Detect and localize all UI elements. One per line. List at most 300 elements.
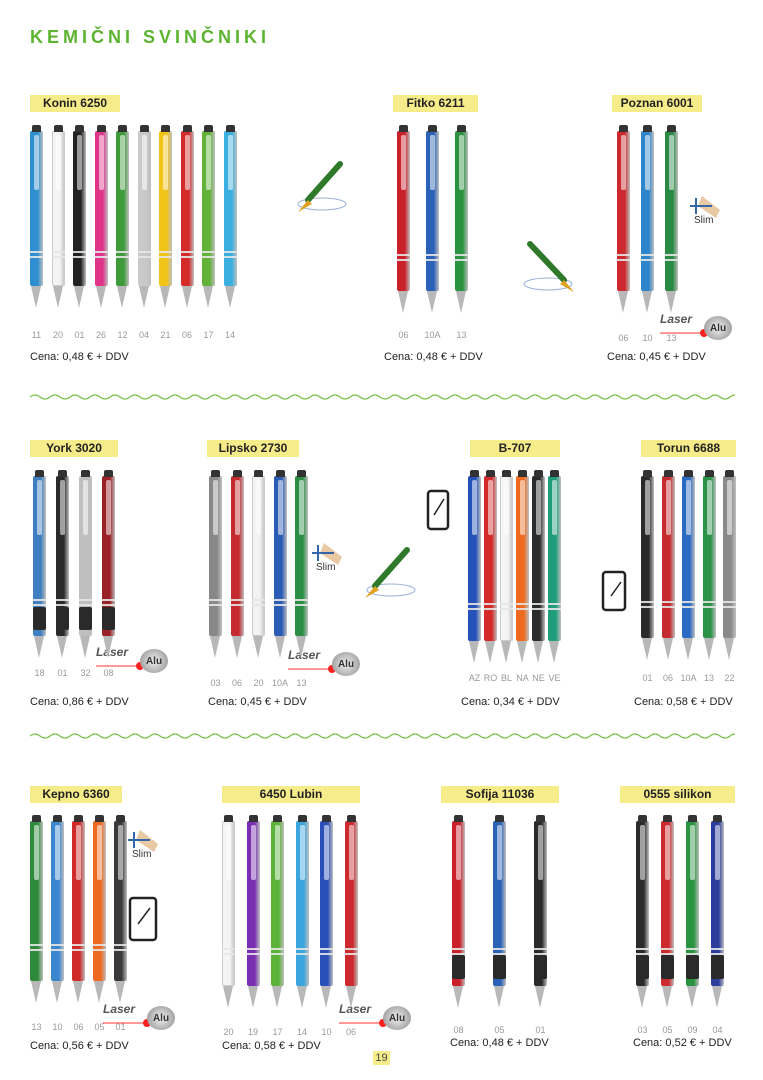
pen-ring — [636, 953, 649, 955]
pen-clip — [256, 480, 261, 535]
pen-grip — [79, 607, 92, 630]
color-code: 05 — [662, 1025, 673, 1035]
pen-image — [534, 815, 547, 1010]
pen-push-button — [713, 815, 722, 822]
pen-image — [79, 470, 92, 660]
pen-ring — [345, 948, 358, 950]
pen-ring — [665, 254, 678, 256]
pen-tip — [662, 986, 672, 1008]
product-price: Cena: 0,86 € + DDV — [30, 696, 129, 708]
pen-grip — [102, 607, 115, 630]
pen-image — [682, 470, 695, 662]
pen-image — [95, 125, 108, 310]
pen-push-button — [705, 470, 714, 477]
pen-clip — [163, 135, 168, 190]
product-price: Cena: 0,48 € + DDV — [384, 351, 483, 363]
pen-push-button — [211, 470, 220, 477]
color-code: 13 — [31, 1022, 42, 1032]
pen-tip — [94, 981, 104, 1003]
pen-ring — [73, 256, 86, 258]
pen-image — [295, 470, 308, 660]
pen-grip — [33, 607, 46, 630]
pen-ring — [426, 254, 439, 256]
color-code: 08 — [103, 668, 114, 678]
product-name-label: Fitko 6211 — [393, 95, 478, 112]
pen-clip — [228, 135, 233, 190]
product-name-label: Lipsko 2730 — [207, 440, 299, 457]
laser-label: Laser — [96, 645, 129, 659]
pen-image — [662, 470, 675, 662]
pen-tip — [642, 638, 652, 660]
pen-image — [274, 470, 287, 660]
pen-push-button — [118, 125, 127, 132]
product-name-label: B-707 — [470, 440, 560, 457]
pen-ring — [202, 251, 215, 253]
color-code: 10 — [321, 1027, 332, 1037]
pen-ring — [30, 949, 43, 951]
pen-ring — [274, 599, 287, 601]
pen-push-button — [104, 470, 113, 477]
slim-label: Slim — [316, 562, 336, 573]
pen-ring — [224, 256, 237, 258]
pen-tip — [549, 641, 559, 663]
pen-ring — [209, 599, 222, 601]
color-code: 20 — [52, 330, 63, 340]
pen-tip — [666, 291, 676, 313]
pen-clip — [275, 825, 280, 880]
pen-image — [661, 815, 674, 1010]
pen-clip — [120, 135, 125, 190]
pen-ring — [665, 259, 678, 261]
color-code: 10A — [424, 330, 441, 340]
product-name-label: 0555 silikon — [620, 786, 735, 803]
pen-push-button — [204, 125, 213, 132]
pen-ring — [455, 254, 468, 256]
pen-push-button — [116, 815, 125, 822]
pen-image — [345, 815, 358, 1010]
pen-image — [231, 470, 244, 660]
pen-image — [703, 470, 716, 662]
pen-clip — [185, 135, 190, 190]
pen-image — [493, 815, 506, 1010]
pen-ring — [426, 259, 439, 261]
page-title: KEMIČNI SVINČNIKI — [30, 27, 271, 47]
pen-clip — [686, 480, 691, 535]
laser-label: Laser — [339, 1002, 372, 1016]
pen-ring — [247, 948, 260, 950]
pen-ring — [703, 606, 716, 608]
pen-grip — [661, 955, 674, 978]
color-code: 22 — [724, 673, 735, 683]
pen-push-button — [518, 470, 527, 477]
pen-ring — [252, 599, 265, 601]
pen-tip — [535, 986, 545, 1008]
pen-image — [93, 815, 106, 1005]
pen-image — [641, 125, 654, 315]
alu-badge — [704, 316, 732, 340]
pen-push-button — [298, 815, 307, 822]
pen-image — [73, 125, 86, 310]
pen-clip — [520, 480, 525, 535]
pen-ring — [641, 259, 654, 261]
pen-tip — [182, 286, 192, 308]
pen-clip — [538, 825, 543, 880]
color-code: 13 — [456, 330, 467, 340]
laser-beam-icon — [288, 662, 338, 676]
pen-push-button — [457, 125, 466, 132]
pen-ring — [493, 953, 506, 955]
pen-ring — [271, 948, 284, 950]
pen-tip — [160, 286, 170, 308]
smartphone-icon — [426, 489, 450, 531]
pen-clip — [99, 135, 104, 190]
pen-clip — [645, 480, 650, 535]
pen-clip — [60, 480, 65, 535]
color-code: 06 — [231, 678, 242, 688]
pen-clip — [324, 825, 329, 880]
pen-image — [247, 815, 260, 1010]
product-price: Cena: 0,48 € + DDV — [30, 351, 129, 363]
pen-image — [102, 470, 115, 660]
pen-ring — [711, 948, 724, 950]
pen-clip — [536, 480, 541, 535]
pen-tip — [469, 641, 479, 663]
pen-clip — [76, 825, 81, 880]
pen-clip — [645, 135, 650, 190]
pen-ring — [181, 256, 194, 258]
product-name-label: York 3020 — [30, 440, 118, 457]
pen-push-button — [95, 815, 104, 822]
pen-tip — [232, 636, 242, 658]
pen-push-button — [53, 815, 62, 822]
pen-grip — [493, 955, 506, 978]
pen-ring — [252, 604, 265, 606]
product-price: Cena: 0,56 € + DDV — [30, 1040, 129, 1052]
pen-push-button — [725, 470, 734, 477]
pen-tip — [321, 986, 331, 1008]
color-code: 05 — [494, 1025, 505, 1035]
pen-push-button — [495, 815, 504, 822]
alu-label: Alu — [152, 1012, 170, 1024]
section-divider — [30, 732, 735, 740]
pen-image — [500, 470, 513, 665]
product-price: Cena: 0,58 € + DDV — [634, 696, 733, 708]
pen-ring — [30, 944, 43, 946]
pen-ring — [33, 604, 46, 606]
product-price: Cena: 0,45 € + DDV — [208, 696, 307, 708]
product-name-label: Sofija 11036 — [441, 786, 559, 803]
pen-image — [397, 125, 410, 315]
pen-ring — [116, 251, 129, 253]
pen-image — [209, 470, 222, 660]
pen-ring — [72, 949, 85, 951]
pen-push-button — [161, 125, 170, 132]
pen-tip — [453, 986, 463, 1008]
pen-push-button — [550, 470, 559, 477]
product-price: Cena: 0,45 € + DDV — [607, 351, 706, 363]
laser-label: Laser — [660, 312, 693, 326]
pen-push-button — [276, 470, 285, 477]
color-code: 26 — [95, 330, 106, 340]
laser-label: Laser — [288, 648, 321, 662]
pen-push-button — [643, 125, 652, 132]
pen-ring — [56, 599, 69, 601]
pen-image — [52, 125, 65, 310]
color-code: 06 — [662, 673, 673, 683]
product-price: Cena: 0,58 € + DDV — [222, 1040, 321, 1052]
pen-push-button — [399, 125, 408, 132]
pen-ring — [79, 604, 92, 606]
pen-clip — [213, 480, 218, 535]
pen-tip — [57, 636, 67, 658]
pen-ring — [397, 259, 410, 261]
pen-push-button — [74, 815, 83, 822]
pen-ring — [114, 944, 127, 946]
pen-image — [665, 125, 678, 315]
color-code: 12 — [117, 330, 128, 340]
pen-clip — [77, 135, 82, 190]
color-code: 14 — [224, 330, 235, 340]
color-code: 03 — [637, 1025, 648, 1035]
pen-image — [711, 815, 724, 1010]
alu-label: Alu — [145, 655, 163, 667]
pen-tip — [52, 981, 62, 1003]
pen-clip — [497, 825, 502, 880]
product-price: Cena: 0,52 € + DDV — [633, 1037, 732, 1049]
pen-grip — [711, 955, 724, 978]
pen-ring — [516, 603, 529, 605]
pen-tip — [275, 636, 285, 658]
pen-ring — [548, 603, 561, 605]
pen-ring — [247, 953, 260, 955]
pen-ring — [484, 603, 497, 605]
pen-ring — [532, 603, 545, 605]
pen-ring — [455, 259, 468, 261]
pen-tip — [31, 286, 41, 308]
alu-badge — [383, 1006, 411, 1030]
pen-tip — [501, 641, 511, 663]
color-code: NE — [532, 673, 545, 683]
color-code: 06 — [181, 330, 192, 340]
pen-push-button — [619, 125, 628, 132]
pen-ring — [296, 948, 309, 950]
pen-ring — [723, 601, 736, 603]
pen-ring — [72, 944, 85, 946]
color-code: RO — [483, 673, 498, 683]
pen-ring — [102, 604, 115, 606]
pen-ring — [452, 953, 465, 955]
pen-ring — [686, 948, 699, 950]
color-code: 17 — [272, 1027, 283, 1037]
pen-image — [548, 470, 561, 665]
pen-tip — [663, 638, 673, 660]
pen-push-button — [470, 470, 479, 477]
pen-ring — [500, 603, 513, 605]
pen-clip — [142, 135, 147, 190]
pen-image — [455, 125, 468, 315]
pen-clip — [669, 135, 674, 190]
pen-tip — [687, 986, 697, 1008]
pen-ring — [686, 953, 699, 955]
pen-image — [516, 470, 529, 665]
pen-tip — [117, 286, 127, 308]
pen-clip — [118, 825, 123, 880]
pen-push-button — [638, 815, 647, 822]
pen-push-button — [297, 470, 306, 477]
pen-image — [686, 815, 699, 1010]
color-code: 20 — [253, 678, 264, 688]
pen-clip — [690, 825, 695, 880]
pen-image — [636, 815, 649, 1010]
pen-tip — [346, 986, 356, 1008]
pen-ring — [703, 601, 716, 603]
pen-clip — [251, 825, 256, 880]
pen-push-button — [233, 470, 242, 477]
pen-clip — [552, 480, 557, 535]
color-code: 14 — [296, 1027, 307, 1037]
pen-push-button — [273, 815, 282, 822]
color-code: 11 — [31, 330, 42, 340]
pen-image — [159, 125, 172, 310]
pen-ring — [662, 601, 675, 603]
pen-push-button — [32, 815, 41, 822]
color-code: 13 — [666, 333, 677, 343]
pen-clip — [56, 135, 61, 190]
color-code: 10 — [642, 333, 653, 343]
pen-image — [723, 470, 736, 662]
pen-ring — [296, 953, 309, 955]
pen-image — [114, 815, 127, 1005]
color-code: BL — [500, 673, 512, 683]
fountain-pen-icon — [288, 160, 348, 218]
pen-push-button — [183, 125, 192, 132]
pen-push-button — [322, 815, 331, 822]
pen-image — [181, 125, 194, 310]
pen-grip — [686, 955, 699, 978]
pen-clip — [472, 480, 477, 535]
page-number: 19 — [373, 1051, 390, 1065]
pen-clip — [299, 480, 304, 535]
slim-label: Slim — [132, 849, 152, 860]
color-code: 18 — [34, 668, 45, 678]
pen-clip — [727, 480, 732, 535]
pen-image — [51, 815, 64, 1005]
pen-grip — [56, 607, 69, 630]
pen-ring — [468, 603, 481, 605]
pen-ring — [500, 608, 513, 610]
pen-ring — [295, 604, 308, 606]
pen-ring — [33, 599, 46, 601]
product-price: Cena: 0,48 € + DDV — [450, 1037, 549, 1049]
pen-ring — [468, 608, 481, 610]
pen-image — [484, 470, 497, 665]
pen-clip — [34, 825, 39, 880]
pen-image — [56, 470, 69, 660]
pen-clip — [55, 825, 60, 880]
pen-push-button — [502, 470, 511, 477]
pen-ring — [636, 948, 649, 950]
color-code: 01 — [535, 1025, 546, 1035]
pen-ring — [231, 604, 244, 606]
pen-image — [72, 815, 85, 1005]
pen-image — [252, 470, 265, 660]
color-code: 10A — [271, 678, 288, 688]
color-code: 06 — [73, 1022, 84, 1032]
pen-clip — [640, 825, 645, 880]
pen-image — [222, 815, 235, 1010]
color-code: 20 — [223, 1027, 234, 1037]
pen-ring — [202, 256, 215, 258]
pen-clip — [235, 480, 240, 535]
pen-image — [532, 470, 545, 665]
color-code: 03 — [210, 678, 221, 688]
pen-ring — [661, 953, 674, 955]
pen-push-button — [226, 125, 235, 132]
pen-ring — [95, 256, 108, 258]
pen-image — [320, 815, 333, 1010]
pen-ring — [95, 251, 108, 253]
pen-ring — [30, 256, 43, 258]
color-code: 05 — [94, 1022, 105, 1032]
pen-push-button — [428, 125, 437, 132]
pen-push-button — [54, 125, 63, 132]
pen-push-button — [536, 815, 545, 822]
section-divider — [30, 393, 735, 401]
laser-label: Laser — [103, 1002, 136, 1016]
pen-tip — [296, 636, 306, 658]
pen-ring — [51, 944, 64, 946]
pen-ring — [534, 953, 547, 955]
pen-ring — [159, 251, 172, 253]
pen-ring — [93, 944, 106, 946]
pen-ring — [682, 606, 695, 608]
product-name-label: Torun 6688 — [641, 440, 736, 457]
pen-tip — [642, 291, 652, 313]
pen-clip — [430, 135, 435, 190]
color-code: 10 — [52, 1022, 63, 1032]
pen-ring — [661, 948, 674, 950]
color-code: VE — [548, 673, 561, 683]
color-code: 04 — [712, 1025, 723, 1035]
pen-ring — [662, 606, 675, 608]
pen-ring — [295, 599, 308, 601]
color-code: 06 — [398, 330, 409, 340]
color-code: 13 — [296, 678, 307, 688]
pen-tip — [398, 291, 408, 313]
smartphone-icon — [601, 570, 627, 612]
pen-ring — [52, 256, 65, 258]
smartphone-icon — [128, 896, 158, 942]
pen-push-button — [249, 815, 258, 822]
pen-clip — [401, 135, 406, 190]
pen-clip — [34, 135, 39, 190]
pen-ring — [73, 251, 86, 253]
pen-image — [30, 125, 43, 310]
color-code: 08 — [453, 1025, 464, 1035]
color-code: 13 — [703, 673, 714, 683]
pen-ring — [224, 251, 237, 253]
pen-image — [202, 125, 215, 310]
pen-tip — [297, 986, 307, 1008]
color-code: AZ — [468, 673, 481, 683]
pen-clip — [106, 480, 111, 535]
slim-badge — [310, 535, 350, 575]
pen-ring — [222, 948, 235, 950]
color-code: 17 — [203, 330, 214, 340]
pen-ring — [682, 601, 695, 603]
pen-ring — [56, 604, 69, 606]
pen-push-button — [454, 815, 463, 822]
